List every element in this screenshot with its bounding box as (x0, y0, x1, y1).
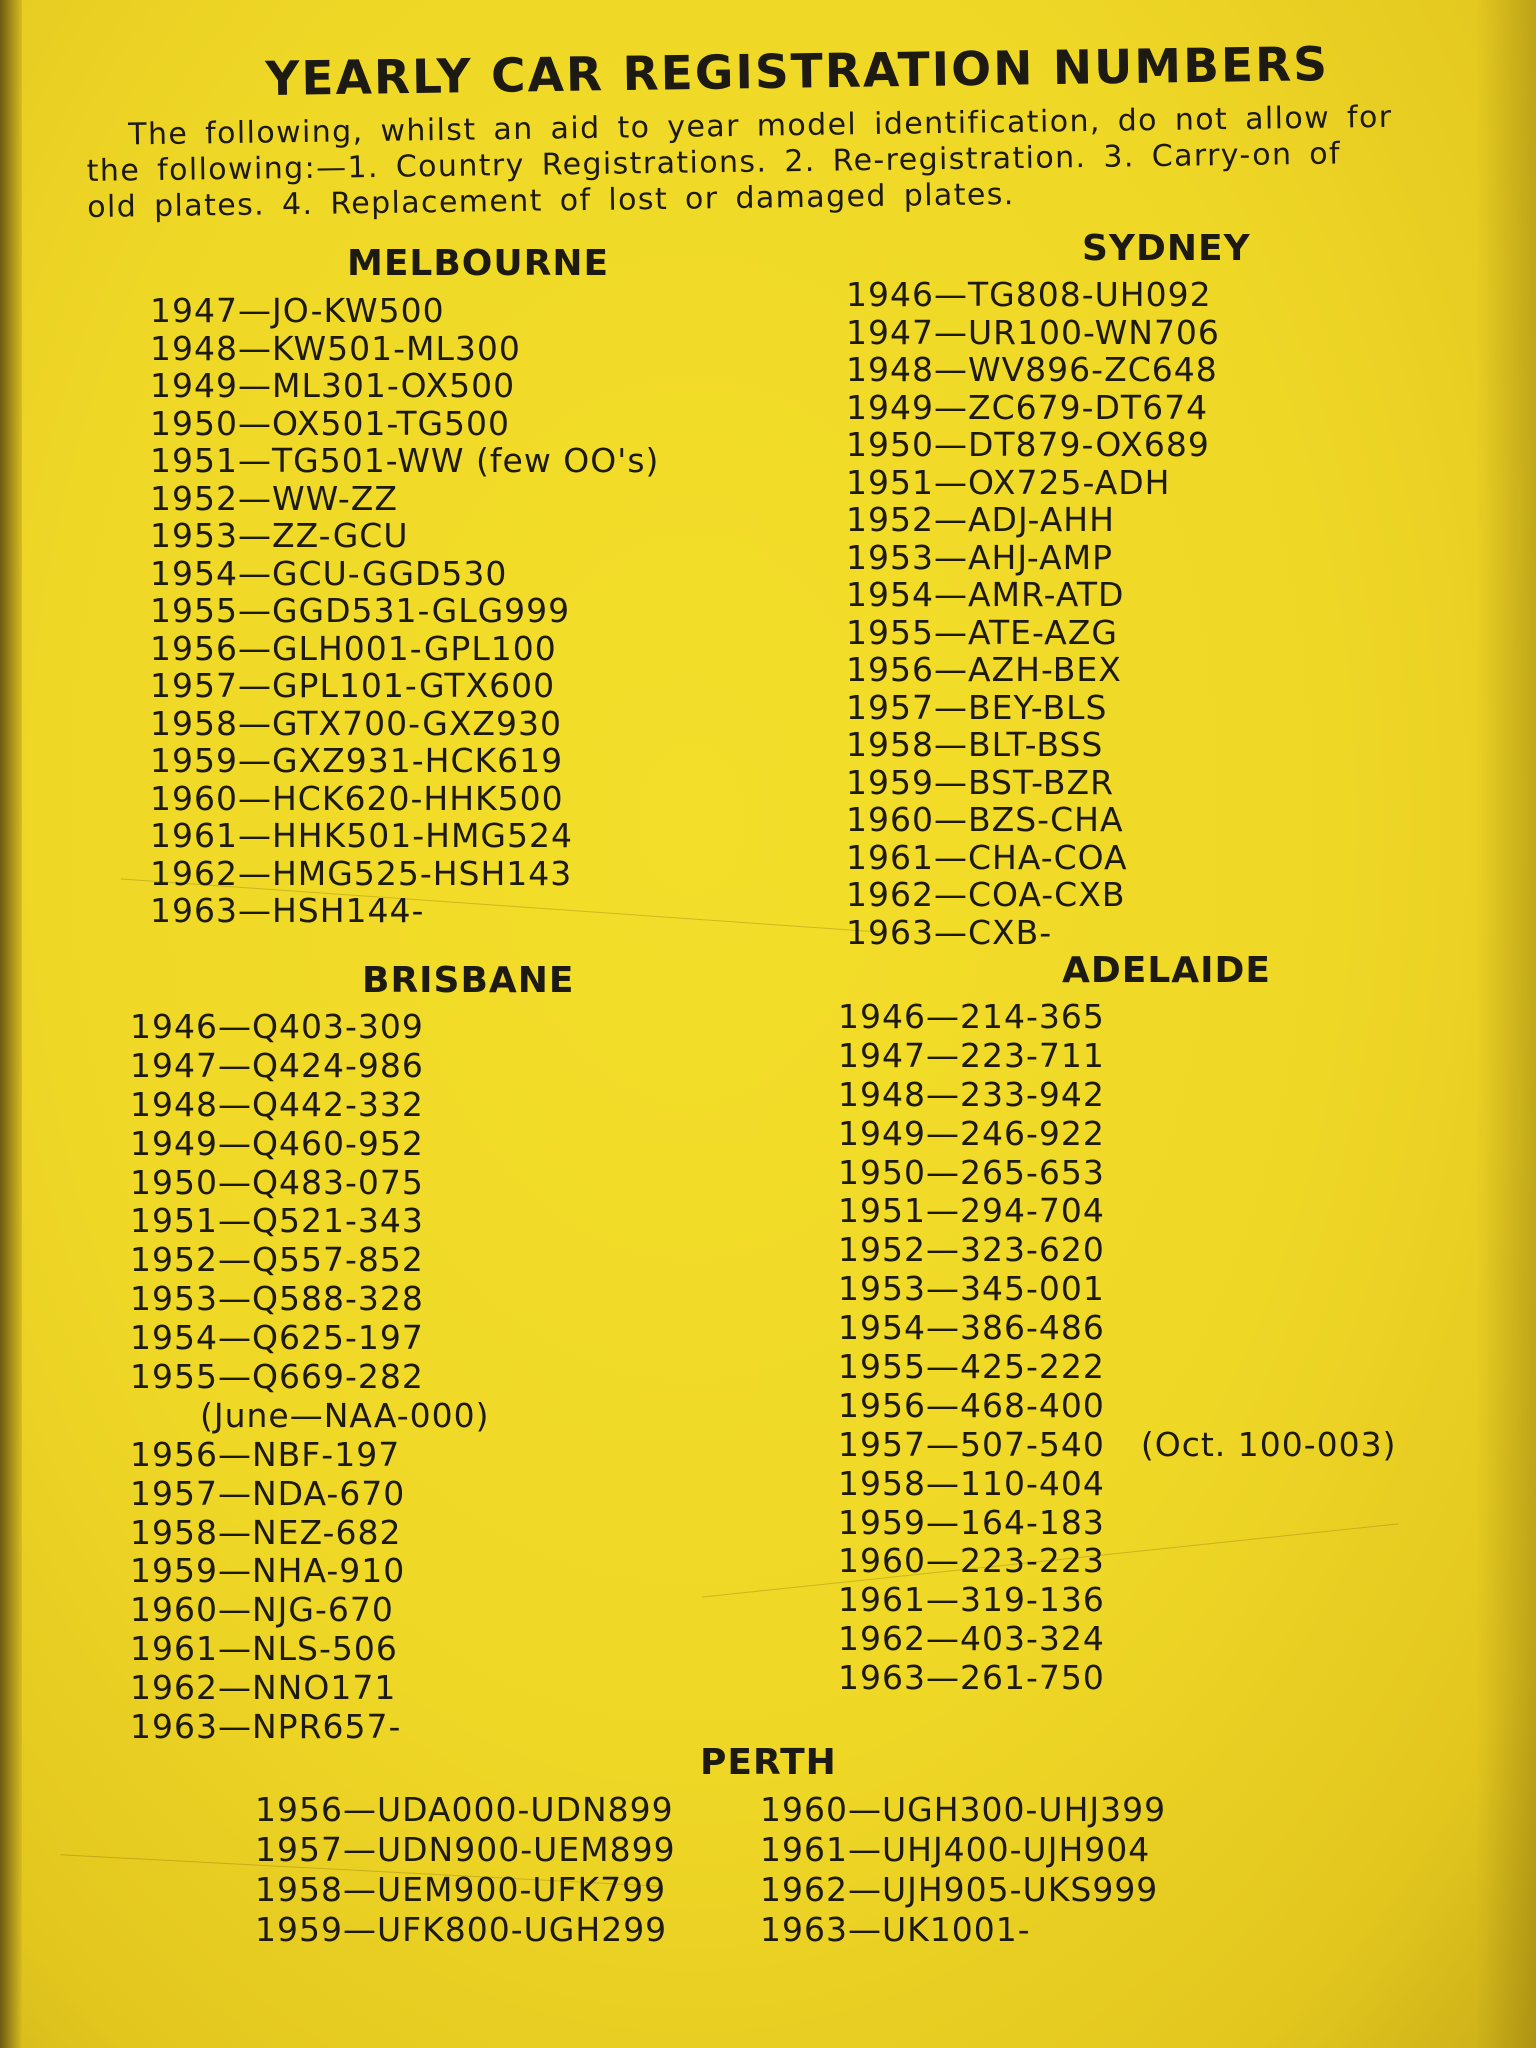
adelaide-entry: 1953—345-001 (838, 1269, 1105, 1309)
intro-paragraph (86, 99, 1477, 226)
perth-entry: 1960—UGH300-UHJ399 (760, 1790, 1167, 1829)
sydney-entry: 1957—BEY-BLS (846, 687, 1108, 727)
sydney-entry: 1958—BLT-BSS (846, 725, 1104, 764)
sydney-entry: 1946—TG808-UH092 (846, 275, 1212, 314)
melbourne-entry: 1958—GTX700-GXZ930 (150, 703, 563, 743)
adelaide-entry: 1962—403-324 (838, 1619, 1105, 1659)
sydney-entry: 1962—COA-CXB (846, 875, 1126, 914)
melbourne-entry: 1952—WW-ZZ (150, 478, 399, 518)
brisbane-entry: 1949—Q460-952 (130, 1123, 424, 1163)
perth-entry: 1961—UHJ400-UJH904 (760, 1830, 1151, 1869)
sydney-entry: 1953—AHJ-AMP (846, 537, 1114, 577)
melbourne-entry: 1956—GLH001-GPL100 (150, 628, 557, 668)
adelaide-entry: 1949—246-922 (838, 1113, 1105, 1153)
brisbane-entry: 1960—NJG-670 (130, 1590, 394, 1630)
sydney-list (846, 276, 1220, 951)
adelaide-entry: 1961—319-136 (838, 1580, 1105, 1620)
sydney-entry: 1956—AZH-BEX (846, 650, 1122, 689)
brisbane-note: (June—NAA-000) (200, 1395, 490, 1435)
sydney-entry: 1954—AMR-ATD (846, 575, 1125, 614)
brisbane-entry: 1953—Q588-328 (130, 1279, 424, 1319)
brisbane-entry: 1946—Q403-309 (130, 1007, 424, 1046)
sydney-heading: SYDNEY (1082, 228, 1251, 269)
perth-left-list (255, 1790, 676, 1950)
perth-heading: PERTH (700, 1742, 837, 1783)
intro-line: the following:—1. Country Registrations. 2. Re-registration. 3. Carry-on of (86, 136, 1342, 189)
brisbane-heading: BRISBANE (362, 960, 575, 1001)
perth-entry: 1959—UFK800-UGH299 (255, 1910, 668, 1949)
adelaide-entry: 1951—294-704 (838, 1191, 1105, 1231)
melbourne-entry: 1951—TG501-WW (few OO's) (150, 441, 660, 480)
adelaide-heading: ADELAIDE (1062, 950, 1272, 991)
adelaide-note: (Oct. 100-003) (1140, 1424, 1397, 1464)
melbourne-entry: 1953—ZZ-GCU (150, 516, 409, 555)
perth-entry: 1956—UDA000-UDN899 (255, 1790, 674, 1829)
brisbane-entry: 1958—NEZ-682 (130, 1512, 402, 1552)
brisbane-entry: 1961—NLS-506 (130, 1629, 398, 1669)
adelaide-entry-with-note (838, 1426, 1397, 1465)
melbourne-entry: 1963—HSH144- (150, 891, 425, 930)
sydney-entry: 1949—ZC679-DT674 (846, 387, 1209, 427)
melbourne-entry: 1957—GPL101-GTX600 (150, 666, 556, 705)
perth-entry: 1957—UDN900-UEM899 (255, 1830, 676, 1869)
perth-right-list (760, 1790, 1166, 1950)
sydney-entry: 1950—DT879-OX689 (846, 425, 1210, 464)
melbourne-entry: 1949—ML301-OX500 (150, 366, 516, 405)
sydney-entry: 1951—OX725-ADH (846, 462, 1171, 502)
melbourne-entry: 1959—GXZ931-HCK619 (150, 741, 564, 780)
intro-line: old plates. 4. Replacement of lost or damaged plates. (87, 177, 1015, 225)
adelaide-entry: 1957—507-540 (838, 1424, 1105, 1464)
perth-entry: 1963—UK1001- (760, 1910, 1031, 1949)
adelaide-entry: 1948—233-942 (838, 1074, 1105, 1114)
sydney-entry: 1952—ADJ-AHH (846, 500, 1115, 539)
brisbane-entry: 1954—Q625-197 (130, 1318, 424, 1358)
brisbane-entry: 1955—Q669-282 (130, 1357, 424, 1397)
melbourne-entry: 1961—HHK501-HMG524 (150, 816, 573, 855)
brisbane-entry: 1957—NDA-670 (130, 1473, 406, 1513)
adelaide-entry: 1952—323-620 (838, 1230, 1105, 1270)
adelaide-entry: 1956—468-400 (838, 1385, 1105, 1425)
sydney-entry: 1963—CXB- (846, 912, 1053, 952)
sydney-entry: 1960—BZS-CHA (846, 800, 1124, 839)
brisbane-entry: 1950—Q483-075 (130, 1162, 424, 1202)
adelaide-entry: 1947—223-711 (838, 1035, 1105, 1075)
sydney-entry: 1948—WV896-ZC648 (846, 350, 1218, 389)
adelaide-entry: 1958—110-404 (838, 1463, 1105, 1503)
melbourne-entry: 1955—GGD531-GLG999 (150, 591, 571, 630)
melbourne-entry: 1954—GCU-GGD530 (150, 553, 508, 593)
melbourne-heading: MELBOURNE (347, 243, 610, 284)
brisbane-list (130, 1008, 490, 1747)
perth-entry: 1962—UJH905-UKS999 (760, 1870, 1159, 1909)
melbourne-entry: 1947—JO-KW500 (150, 291, 445, 330)
brisbane-entry: 1963—NPR657- (130, 1707, 402, 1747)
adelaide-entry: 1954—386-486 (838, 1308, 1105, 1348)
melbourne-entry: 1962—HMG525-HSH143 (150, 853, 573, 893)
adelaide-entry: 1960—223-223 (838, 1541, 1105, 1581)
perth-entry: 1958—UEM900-UFK799 (255, 1870, 667, 1909)
adelaide-entry: 1946—214-365 (838, 997, 1105, 1036)
adelaide-entry: 1955—425-222 (838, 1347, 1105, 1387)
brisbane-entry: 1959—NHA-910 (130, 1551, 406, 1591)
melbourne-entry: 1960—HCK620-HHK500 (150, 778, 564, 818)
melbourne-list (150, 292, 659, 930)
brisbane-entry: 1947—Q424-986 (130, 1045, 424, 1085)
adelaide-list (838, 998, 1397, 1698)
melbourne-entry: 1948—KW501-ML300 (150, 328, 521, 368)
page-title: YEARLY CAR REGISTRATION NUMBERS (265, 37, 1330, 107)
sydney-entry: 1955—ATE-AZG (846, 612, 1118, 652)
adelaide-entry: 1963—261-750 (838, 1658, 1105, 1698)
sydney-entry: 1947—UR100-WN706 (846, 312, 1220, 352)
brisbane-entry: 1948—Q442-332 (130, 1084, 424, 1124)
brisbane-entry: 1951—Q521-343 (130, 1201, 424, 1241)
sydney-entry: 1959—BST-BZR (846, 762, 1115, 802)
brisbane-entry: 1956—NBF-197 (130, 1434, 401, 1474)
adelaide-entry: 1959—164-183 (838, 1502, 1105, 1542)
intro-line: The following, whilst an aid to year model identification, do not allow for (127, 99, 1393, 153)
melbourne-entry: 1950—OX501-TG500 (150, 403, 511, 443)
sydney-entry: 1961—CHA-COA (846, 837, 1128, 877)
adelaide-entry: 1950—265-653 (838, 1152, 1105, 1192)
brisbane-entry: 1962—NNO171 (130, 1668, 397, 1708)
brisbane-entry: 1952—Q557-852 (130, 1240, 424, 1280)
